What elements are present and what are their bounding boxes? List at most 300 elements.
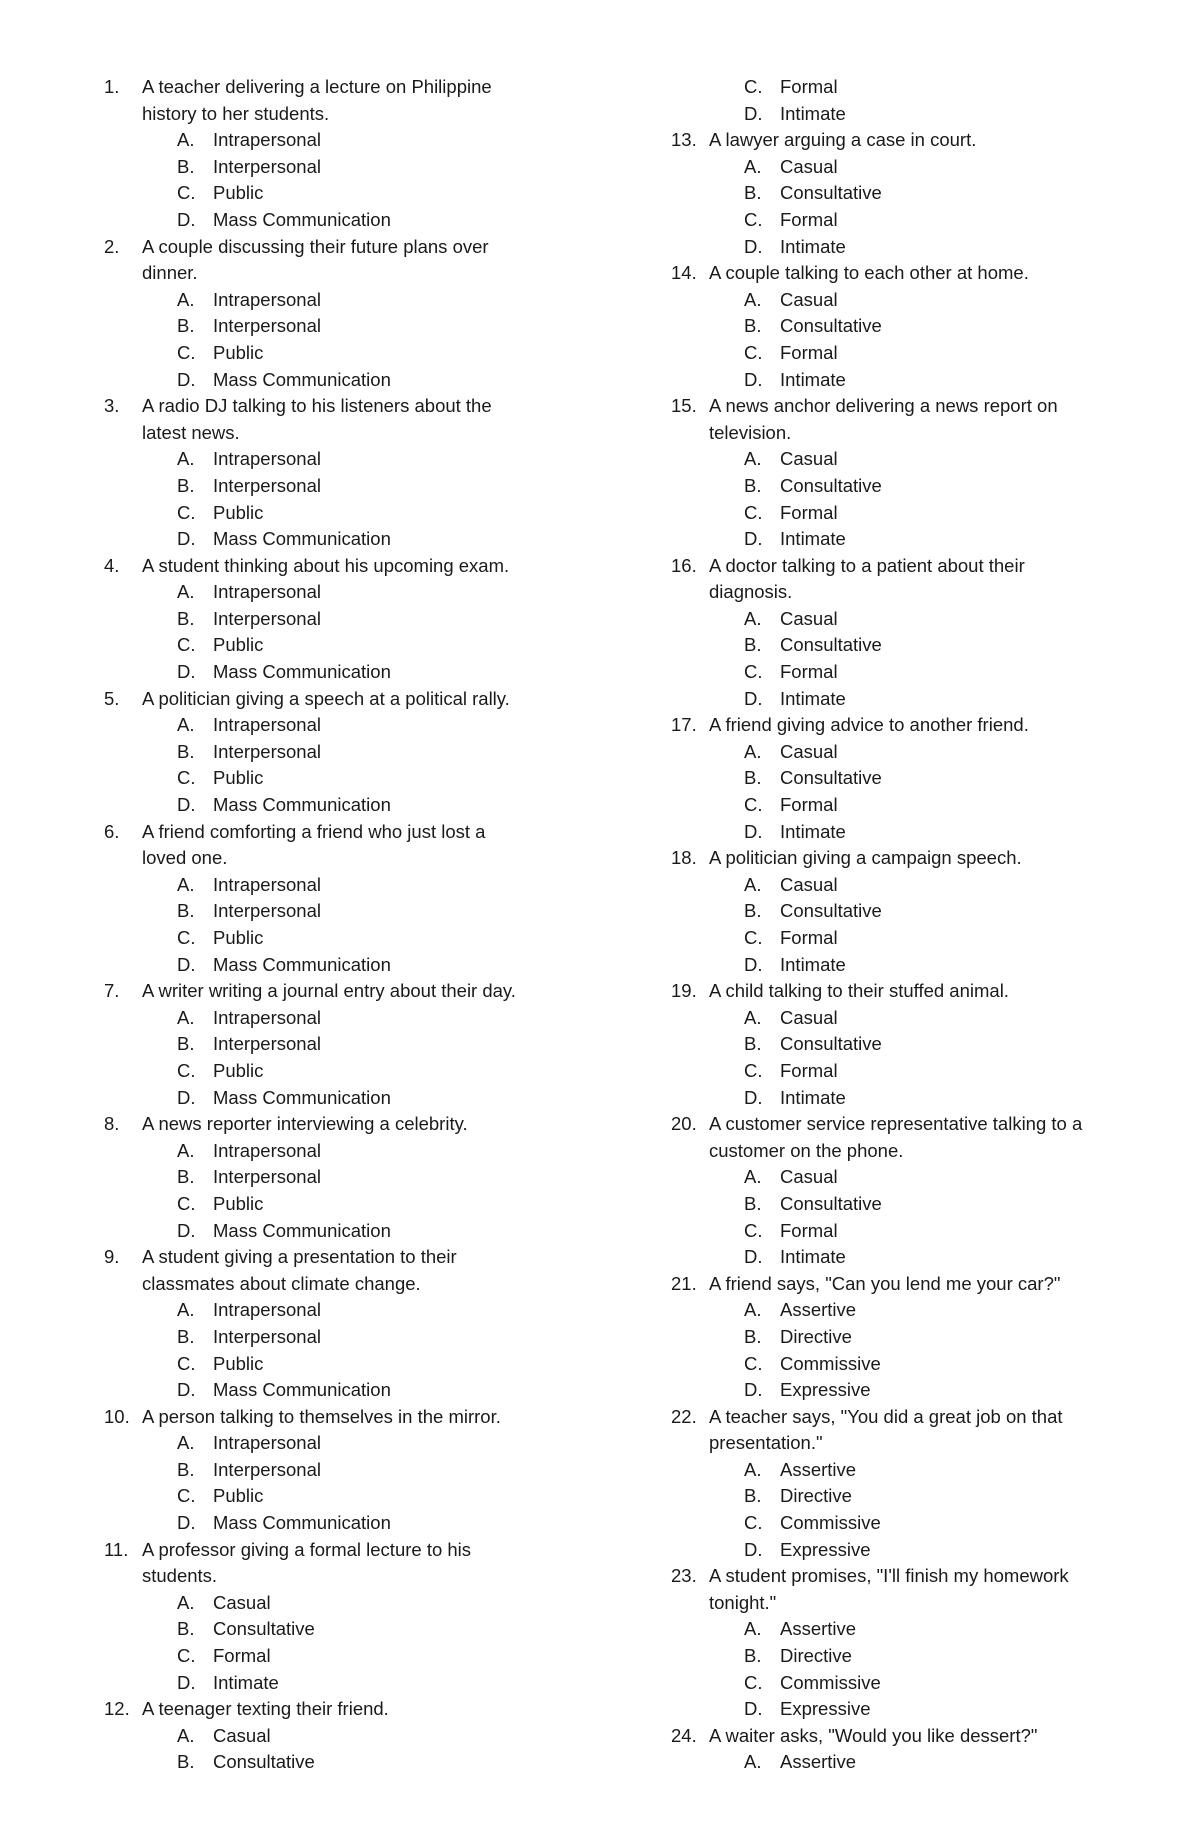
question-text: A doctor talking to a patient about their <box>709 554 1025 576</box>
option-text: Consultative <box>780 1033 882 1055</box>
option-text: Expressive <box>780 1379 871 1401</box>
question-text-continued: students. <box>142 1565 218 1587</box>
option-letter: B. <box>177 1325 195 1347</box>
option-letter: B. <box>177 607 195 629</box>
answer-option <box>104 898 544 925</box>
option-letter: C. <box>177 634 196 656</box>
answer-option <box>671 367 1131 394</box>
answer-option <box>104 473 544 500</box>
question-text-continued: presentation." <box>709 1432 823 1454</box>
option-text: Mass Communication <box>213 794 391 816</box>
option-letter: A. <box>744 740 762 762</box>
option-text: Commissive <box>780 1512 881 1534</box>
option-letter: A. <box>744 1006 762 1028</box>
option-text: Intimate <box>780 368 846 390</box>
answer-option <box>104 154 544 181</box>
question-text: A couple discussing their future plans over <box>142 235 489 257</box>
option-letter: B. <box>744 1325 762 1347</box>
option-letter: B. <box>177 1751 195 1773</box>
option-letter: B. <box>744 1192 762 1214</box>
answer-option <box>104 1616 544 1643</box>
question-line <box>104 1696 544 1723</box>
option-letter: D. <box>744 820 763 842</box>
option-text: Intimate <box>213 1671 279 1693</box>
option-letter: A. <box>177 714 195 736</box>
option-text: Consultative <box>780 634 882 656</box>
option-letter: D. <box>744 528 763 550</box>
option-text: Public <box>213 501 264 523</box>
option-letter: D. <box>177 368 196 390</box>
option-letter: B. <box>744 634 762 656</box>
question-text-continued: diagnosis. <box>709 581 793 603</box>
answer-option <box>104 1377 544 1404</box>
question-line <box>671 1563 1131 1590</box>
question-text-continued: tonight." <box>709 1591 777 1613</box>
option-letter: C. <box>744 927 763 948</box>
question-text: A politician giving a campaign speech. <box>709 847 1022 869</box>
question-number: 14. <box>671 262 697 284</box>
option-text: Intrapersonal <box>213 288 321 310</box>
answer-option <box>671 1218 1131 1245</box>
question-text: A friend giving advice to another friend. <box>709 714 1029 736</box>
question-text: A teenager texting their friend. <box>142 1698 389 1720</box>
option-text: Consultative <box>213 1751 315 1773</box>
option-text: Consultative <box>780 1192 882 1214</box>
option-text: Expressive <box>780 1698 871 1720</box>
option-text: Interpersonal <box>213 1166 321 1188</box>
answer-option <box>104 739 544 766</box>
option-text: Mass Communication <box>213 368 391 390</box>
option-text: Formal <box>780 661 838 683</box>
option-text: Intrapersonal <box>213 448 321 470</box>
answer-option <box>671 1191 1131 1218</box>
question-number: 9. <box>104 1246 120 1268</box>
question-number: 23. <box>671 1565 697 1587</box>
option-text: Consultative <box>213 1618 315 1640</box>
answer-option <box>104 712 544 739</box>
question-line <box>671 127 1131 154</box>
question-text: A friend says, "Can you lend me your car?" <box>709 1272 1061 1294</box>
answer-option <box>104 952 544 979</box>
option-text: Directive <box>780 1485 852 1507</box>
answer-option <box>104 925 544 952</box>
answer-option <box>671 1457 1131 1484</box>
answer-option <box>671 765 1131 792</box>
option-text: Casual <box>780 740 838 762</box>
option-text: Interpersonal <box>213 155 321 177</box>
option-letter: B. <box>744 474 762 496</box>
option-text: Public <box>213 1485 264 1507</box>
question-text: A student giving a presentation to their <box>142 1246 457 1268</box>
answer-option <box>671 1616 1131 1643</box>
question-text: A news reporter interviewing a celebrity. <box>142 1113 468 1135</box>
question-text-continued: customer on the phone. <box>709 1139 904 1161</box>
question-number: 8. <box>104 1113 120 1135</box>
option-text: Public <box>213 341 264 363</box>
option-letter: A. <box>177 873 195 895</box>
question-number: 18. <box>671 847 697 869</box>
answer-option <box>671 1085 1131 1112</box>
question-text: A writer writing a journal entry about their day. <box>142 980 516 1002</box>
answer-option <box>671 473 1131 500</box>
option-text: Formal <box>780 1059 838 1081</box>
option-letter: C. <box>744 501 763 523</box>
answer-option <box>671 1324 1131 1351</box>
answer-option <box>104 1483 544 1510</box>
answer-option <box>104 606 544 633</box>
question-text: A news anchor delivering a news report on <box>709 395 1058 417</box>
option-letter: A. <box>744 448 762 470</box>
answer-option <box>671 819 1131 846</box>
option-text: Formal <box>780 794 838 816</box>
option-text: Public <box>213 1192 264 1214</box>
option-text: Commissive <box>780 1671 881 1693</box>
option-text: Commissive <box>780 1352 881 1374</box>
option-letter: C. <box>744 1671 763 1693</box>
answer-option <box>104 127 544 154</box>
option-letter: C. <box>744 1219 763 1241</box>
question-number: 17. <box>671 714 697 736</box>
question-text: A teacher delivering a lecture on Philippine <box>142 76 492 97</box>
option-text: Intimate <box>780 953 846 975</box>
option-letter: C. <box>177 767 196 789</box>
question-text-continued: classmates about climate change. <box>142 1272 421 1294</box>
answer-option <box>671 952 1131 979</box>
answer-option <box>671 287 1131 314</box>
answer-option <box>671 1537 1131 1564</box>
option-text: Assertive <box>780 1458 857 1480</box>
answer-option <box>104 1031 544 1058</box>
option-text: Consultative <box>780 315 882 337</box>
question-text: A friend comforting a friend who just lost a <box>142 820 486 842</box>
option-text: Public <box>213 927 264 948</box>
question-number: 7. <box>104 980 120 1002</box>
answer-option <box>671 234 1131 261</box>
question-number: 5. <box>104 687 120 709</box>
option-text: Intrapersonal <box>213 1299 321 1321</box>
question-text: A couple talking to each other at home. <box>709 262 1029 284</box>
answer-option <box>104 1218 544 1245</box>
option-text: Mass Communication <box>213 1512 391 1534</box>
answer-option <box>104 287 544 314</box>
option-letter: A. <box>177 1139 195 1161</box>
question-text: A politician giving a speech at a political rally. <box>142 687 510 709</box>
option-letter: D. <box>744 1698 763 1720</box>
option-text: Intimate <box>780 1246 846 1268</box>
answer-option <box>104 1351 544 1378</box>
answer-option <box>671 446 1131 473</box>
question-number: 10. <box>104 1405 130 1427</box>
question-number: 4. <box>104 554 120 576</box>
option-letter: A. <box>744 1458 762 1480</box>
answer-option <box>671 792 1131 819</box>
option-letter: C. <box>744 794 763 816</box>
option-letter: A. <box>744 1751 762 1773</box>
option-letter: B. <box>744 767 762 789</box>
option-letter: A. <box>177 288 195 310</box>
question-text: A person talking to themselves in the mirror. <box>142 1405 501 1427</box>
option-letter: D. <box>177 1379 196 1401</box>
question-line <box>104 1111 544 1138</box>
answer-option <box>671 606 1131 633</box>
option-letter: B. <box>177 474 195 496</box>
option-letter: B. <box>177 1618 195 1640</box>
answer-option <box>671 1696 1131 1723</box>
question-text: A student promises, "I'll finish my homework <box>709 1565 1069 1587</box>
question-line <box>104 819 544 846</box>
option-text: Assertive <box>780 1299 857 1321</box>
answer-option <box>104 500 544 527</box>
option-text: Interpersonal <box>213 740 321 762</box>
option-text: Mass Communication <box>213 528 391 550</box>
answer-option <box>671 1244 1131 1271</box>
option-text: Intrapersonal <box>213 1139 321 1161</box>
option-text: Expressive <box>780 1538 871 1560</box>
option-letter: A. <box>177 581 195 603</box>
option-letter: A. <box>177 1006 195 1028</box>
question-line <box>671 978 1131 1005</box>
option-letter: D. <box>744 953 763 975</box>
question-text-continued: dinner. <box>142 262 198 284</box>
option-text: Assertive <box>780 1618 857 1640</box>
answer-option <box>104 446 544 473</box>
answer-option <box>104 1590 544 1617</box>
answer-option <box>104 1324 544 1351</box>
option-text: Intimate <box>780 102 846 124</box>
question-line <box>104 553 544 580</box>
option-letter: A. <box>177 129 195 151</box>
option-letter: D. <box>744 1086 763 1108</box>
answer-option <box>671 686 1131 713</box>
option-letter: A. <box>177 1432 195 1454</box>
option-letter: A. <box>744 288 762 310</box>
question-text: A teacher says, "You did a great job on that <box>709 1405 1063 1427</box>
option-letter: A. <box>744 155 762 177</box>
option-letter: A. <box>744 873 762 895</box>
option-text: Mass Communication <box>213 1086 391 1108</box>
question-text: A child talking to their stuffed animal. <box>709 980 1009 1002</box>
answer-option <box>671 1351 1131 1378</box>
option-text: Intrapersonal <box>213 581 321 603</box>
option-letter: B. <box>177 315 195 337</box>
question-line <box>671 1111 1131 1138</box>
answer-option <box>671 1058 1131 1085</box>
option-letter: C. <box>744 76 763 97</box>
question-line <box>104 1244 544 1271</box>
question-text-continued: loved one. <box>142 847 228 869</box>
option-text: Consultative <box>780 182 882 204</box>
answer-option <box>671 1297 1131 1324</box>
question-line <box>104 393 544 420</box>
option-text: Formal <box>780 501 838 523</box>
option-letter: C. <box>744 341 763 363</box>
answer-option <box>671 1031 1131 1058</box>
left-column <box>104 74 544 1776</box>
option-letter: D. <box>744 368 763 390</box>
question-text: A customer service representative talking to a <box>709 1113 1083 1135</box>
option-letter: D. <box>744 1246 763 1268</box>
answer-option <box>671 74 1131 101</box>
answer-option <box>104 1643 544 1670</box>
question-number: 16. <box>671 554 697 576</box>
question-number: 24. <box>671 1724 697 1746</box>
option-text: Intrapersonal <box>213 1432 321 1454</box>
option-text: Interpersonal <box>213 1033 321 1055</box>
question-text-continued: history to her students. <box>142 102 330 124</box>
option-letter: C. <box>177 1485 196 1507</box>
option-text: Intrapersonal <box>213 714 321 736</box>
answer-option <box>104 207 544 234</box>
option-text: Mass Communication <box>213 1219 391 1241</box>
question-number: 1. <box>104 76 120 97</box>
question-number: 13. <box>671 129 697 151</box>
answer-option <box>671 872 1131 899</box>
option-text: Public <box>213 767 264 789</box>
question-number: 3. <box>104 395 120 417</box>
answer-option <box>671 925 1131 952</box>
question-text-continued: television. <box>709 421 792 443</box>
question-number: 2. <box>104 235 120 257</box>
option-letter: A. <box>744 1166 762 1188</box>
option-letter: A. <box>744 1299 762 1321</box>
option-letter: D. <box>744 1538 763 1560</box>
option-letter: C. <box>177 927 196 948</box>
option-letter: D. <box>744 102 763 124</box>
option-letter: D. <box>177 661 196 683</box>
answer-option <box>671 1483 1131 1510</box>
option-text: Casual <box>213 1591 271 1613</box>
option-text: Interpersonal <box>213 607 321 629</box>
option-text: Consultative <box>780 767 882 789</box>
answer-option <box>671 207 1131 234</box>
question-number: 21. <box>671 1272 697 1294</box>
option-text: Intimate <box>780 528 846 550</box>
option-text: Directive <box>780 1325 852 1347</box>
option-text: Formal <box>780 76 838 97</box>
option-letter: C. <box>177 1352 196 1374</box>
answer-option <box>104 792 544 819</box>
answer-option <box>104 1297 544 1324</box>
answer-option <box>104 1085 544 1112</box>
option-letter: D. <box>177 208 196 230</box>
option-text: Intimate <box>780 820 846 842</box>
option-letter: B. <box>177 1166 195 1188</box>
option-text: Intrapersonal <box>213 1006 321 1028</box>
answer-option <box>104 526 544 553</box>
option-letter: A. <box>177 1724 195 1746</box>
question-line <box>104 1537 544 1564</box>
option-text: Formal <box>780 927 838 948</box>
option-text: Interpersonal <box>213 474 321 496</box>
question-line <box>104 978 544 1005</box>
option-letter: C. <box>744 661 763 683</box>
option-letter: D. <box>177 794 196 816</box>
answer-option <box>671 1164 1131 1191</box>
option-text: Casual <box>780 155 838 177</box>
option-letter: B. <box>177 155 195 177</box>
option-text: Formal <box>780 1219 838 1241</box>
option-text: Casual <box>213 1724 271 1746</box>
answer-option <box>104 1749 544 1776</box>
question-line <box>104 686 544 713</box>
option-text: Intrapersonal <box>213 129 321 151</box>
option-letter: B. <box>177 900 195 922</box>
answer-option <box>671 1377 1131 1404</box>
option-letter: A. <box>177 448 195 470</box>
answer-option <box>671 101 1131 128</box>
option-text: Casual <box>780 1166 838 1188</box>
question-text-continued: latest news. <box>142 421 240 443</box>
option-text: Public <box>213 1059 264 1081</box>
option-letter: B. <box>744 900 762 922</box>
option-letter: B. <box>744 1485 762 1507</box>
option-letter: A. <box>744 1618 762 1640</box>
option-text: Consultative <box>780 900 882 922</box>
option-letter: A. <box>177 1591 195 1613</box>
answer-option <box>104 579 544 606</box>
answer-option <box>104 367 544 394</box>
answer-option <box>671 180 1131 207</box>
option-letter: B. <box>177 740 195 762</box>
option-text: Formal <box>213 1645 271 1667</box>
question-line <box>671 712 1131 739</box>
option-letter: C. <box>177 182 196 204</box>
option-letter: C. <box>177 341 196 363</box>
option-text: Assertive <box>780 1751 857 1773</box>
answer-option <box>104 1457 544 1484</box>
option-letter: C. <box>744 1352 763 1374</box>
answer-option <box>671 659 1131 686</box>
question-text: A waiter asks, "Would you like dessert?" <box>709 1724 1038 1746</box>
option-text: Casual <box>780 873 838 895</box>
option-letter: D. <box>744 687 763 709</box>
question-number: 12. <box>104 1698 130 1720</box>
answer-option <box>104 659 544 686</box>
option-letter: D. <box>744 235 763 257</box>
answer-option <box>671 154 1131 181</box>
option-text: Intrapersonal <box>213 873 321 895</box>
option-text: Interpersonal <box>213 1325 321 1347</box>
right-column <box>671 74 1131 1776</box>
option-text: Formal <box>780 341 838 363</box>
answer-option <box>104 1138 544 1165</box>
question-line <box>671 553 1131 580</box>
option-letter: D. <box>177 1512 196 1534</box>
answer-option <box>104 632 544 659</box>
option-text: Intimate <box>780 235 846 257</box>
answer-option <box>671 898 1131 925</box>
question-text: A professor giving a formal lecture to his <box>142 1538 472 1560</box>
option-letter: C. <box>744 1512 763 1534</box>
answer-option <box>671 313 1131 340</box>
option-text: Public <box>213 1352 264 1374</box>
option-letter: C. <box>177 501 196 523</box>
question-line <box>104 1404 544 1431</box>
option-letter: B. <box>177 1458 195 1480</box>
option-text: Intimate <box>780 1086 846 1108</box>
option-letter: B. <box>177 1033 195 1055</box>
option-letter: D. <box>744 1379 763 1401</box>
answer-option <box>104 1670 544 1697</box>
answer-option <box>671 1510 1131 1537</box>
question-line <box>671 1271 1131 1298</box>
question-line <box>671 845 1131 872</box>
answer-option <box>671 1005 1131 1032</box>
option-text: Mass Communication <box>213 208 391 230</box>
answer-option <box>104 1164 544 1191</box>
answer-option <box>671 1670 1131 1697</box>
option-text: Interpersonal <box>213 900 321 922</box>
